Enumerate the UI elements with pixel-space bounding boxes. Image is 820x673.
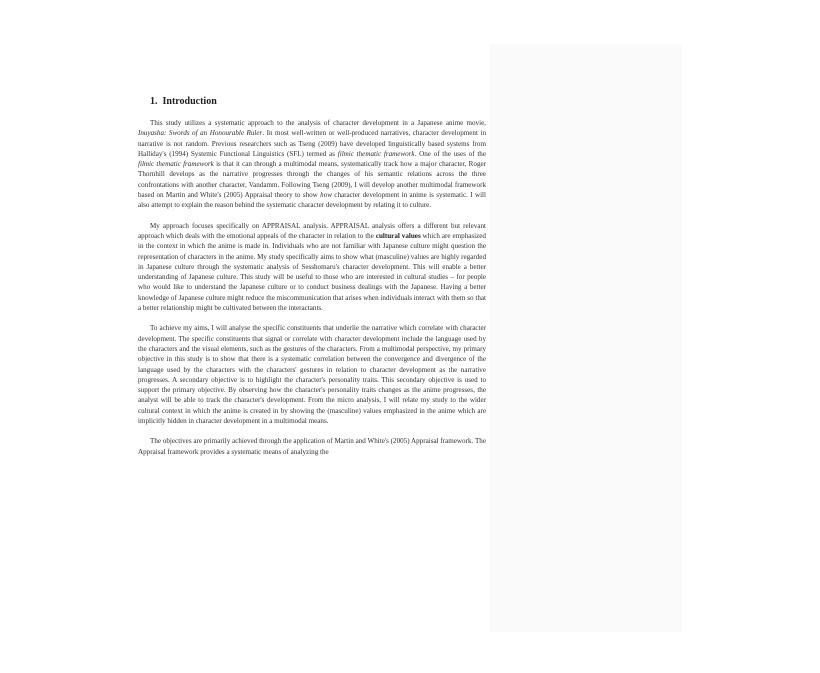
- paragraph-3: To achieve my aims, I will analyse the specific constituents that underlie the narrative which correlate with character development. The specific constituents that signal or correlate with character development include the language used by the characters and the visual elements, such as the gestures of the characters. From a multimodal perspective, my primary objective in this study is to show that there is a systematic correlation between the convergence and divergence of the language used by the characters with the characters' gestures in relation to character development as the narrative progresses. A secondary objective is to highlight the character's personality traits. This secondary objective is used to support the primary objective. By observing how the character's personality traits changes as the anime progresses, the analyst will be able to track the character's development. From the micro analysis, I will relate my study to the wider cultural context in which the anime is created in by showing the (masculine) values emphasized in the anime which are implicitly hidden in character development in a multimodal means.: [138, 324, 486, 426]
- italic-term: how: [320, 191, 332, 200]
- text-run: . One of the uses of the: [414, 149, 486, 158]
- paragraph-1: [138, 118, 486, 211]
- text-run: character development in anime is systematic. I will also attempt to explain the reason behind the systematic character development by relating it to culture.: [138, 191, 486, 210]
- italic-term: filmic thematic framework: [138, 160, 214, 169]
- document-body: [138, 96, 486, 467]
- section-heading: [150, 96, 486, 108]
- paragraph-4: The objectives are primarily achieved through the application of Martin and White's (2005) Appraisal framework. The Appraisal framework provides a systematic means of analyzing the: [138, 437, 486, 456]
- section-title: Introduction: [162, 96, 217, 107]
- text-run: My approach focuses specifically on APPRAISAL analysis. APPRAISAL analysis offers a different but relevant approach which deals with the emotional appeals of the character in relation to the: [138, 221, 486, 240]
- text-run: This study utilizes a systematic approach to the analysis of character development in a Japanese anime movie,: [150, 119, 486, 127]
- italic-term: filmic thematic framework: [337, 149, 415, 158]
- text-run: which are emphasized in the context in which the anime is made in. Individuals who are not familiar with Japanese culture might question the representation of characters in the anime. My study specifically aims to show what (masculine) values are highly regarded in Japanese culture through the systematic analysis of Sesshomaru's character development. This will enable a better understanding of Japanese culture. This study will be useful to those who are interested in cultural studies – for people who would like to understand the Japanese culture or to conduct business dealings with the Japanese. Having a better knowledge of Japanese culture might reduce the miscommunication that arises when individuals interact with them so that a better relationship might be cultivated between the interactants.: [138, 231, 486, 313]
- text-run: is that it can through a multimodal means, systematically track how a major character, Roger Thornhill develops as the narrative progresses through the changes of his semantic relations across the three confrontations with another character, Vandamm. Following Tseng (2009), I will develop another multimodal framework based on Martin and White's (2005) Appraisal theory to show: [138, 160, 486, 200]
- side-panel: [490, 44, 682, 632]
- section-number: 1.: [150, 96, 158, 107]
- text-run: . In most well-written or well-produced narratives, character development in narrative is not random. Previous researchers such as Tseng (2009) have developed linguistically based systems from Halliday's (1994) Systemic Functional Linguistics (SFL) termed as: [138, 129, 486, 158]
- film-title: Inuyasha: Swords of an Honourable Ruler: [138, 129, 263, 138]
- paragraph-2: [138, 221, 486, 314]
- bold-term: cultural values: [375, 231, 421, 240]
